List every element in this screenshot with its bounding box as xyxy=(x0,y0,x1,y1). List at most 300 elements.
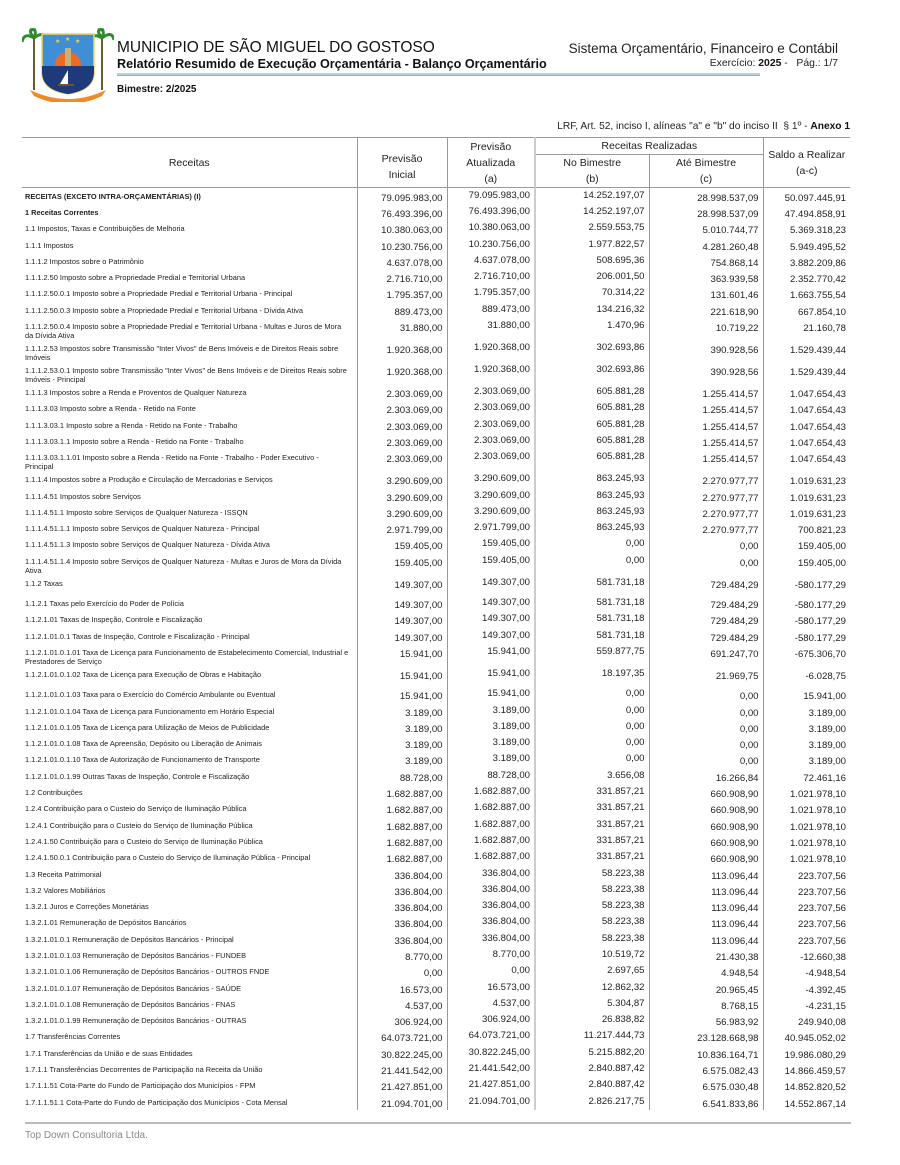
cell-receita-label: 1.2.4.1.50.0.1 Contribuição para o Custeio do Serviço de Iluminação Pública - Principal xyxy=(25,853,311,863)
cell-previsao-inicial: 159.405,00 xyxy=(357,553,447,575)
table-row xyxy=(22,520,850,536)
cell-ate-bimestre: 1.255.414,57 xyxy=(649,433,763,449)
cell-receita-label: 1.1.1.3 Impostos sobre a Renda e Proventos de Qualquer Natureza xyxy=(25,388,247,398)
cell-receita-label: 1.7.1.1.51 Cota-Parte do Fundo de Participação dos Municípios - FPM xyxy=(25,1081,256,1091)
exercicio-year: 2025 xyxy=(758,58,782,69)
exercicio-label: Exercício: xyxy=(709,58,759,69)
table-row xyxy=(22,882,850,898)
cell-previsao-atualizada: 15.941,00 xyxy=(447,644,535,666)
col-header-ate-bimestre: Até Bimestre (c) xyxy=(649,155,763,188)
cell-saldo: 223.707,56 xyxy=(763,914,850,930)
cell-receita-label: 1.1.1.4.51.1.3 Imposto sobre Serviços de Qualquer Natureza - Dívida Ativa xyxy=(25,540,270,550)
report-title: Relatório Resumido de Execução Orçamentária - Balanço Orçamentário xyxy=(117,57,547,71)
system-name: Sistema Orçamentário, Financeiro e Contábil xyxy=(568,41,838,56)
table-row xyxy=(22,536,850,552)
cell-saldo: 667.854,10 xyxy=(763,302,850,318)
cell-previsao-atualizada: 159.405,00 xyxy=(447,536,535,552)
cell-ate-bimestre: 113.096,44 xyxy=(649,866,763,882)
cell-previsao-inicial: 1.682.887,00 xyxy=(357,817,447,833)
cell-saldo: 3.189,00 xyxy=(763,719,850,735)
cell-ate-bimestre: 8.768,15 xyxy=(649,996,763,1012)
cell-receita-label: 1.2 Contribuições xyxy=(25,788,83,798)
table-row xyxy=(22,449,850,471)
cell-previsao-inicial: 88.728,00 xyxy=(357,768,447,784)
cell-previsao-inicial: 76.493.396,00 xyxy=(357,204,447,220)
cell-receita-label: 1.1.2.1.01.0.1.05 Taxa de Licença para Utilização de Meios de Publicidade xyxy=(25,722,270,732)
cell-previsao-inicial: 3.189,00 xyxy=(357,703,447,719)
cell-previsao-inicial: 159.405,00 xyxy=(357,536,447,552)
cell-saldo: 5.949.495,52 xyxy=(763,237,850,253)
cell-saldo: 249.940,08 xyxy=(763,1012,850,1028)
cell-ate-bimestre: 390.928,56 xyxy=(649,362,763,384)
cell-previsao-inicial: 64.073.721,00 xyxy=(357,1028,447,1044)
svg-text:★: ★ xyxy=(65,37,71,43)
cell-previsao-atualizada: 3.189,00 xyxy=(447,719,535,735)
cell-saldo: 1.047.654,43 xyxy=(763,384,850,400)
cell-receita-label: 1.3.2.1.01.0.1.03 Remuneração de Depósitos Bancários - FUNDEB xyxy=(25,950,247,960)
cell-previsao-inicial: 3.189,00 xyxy=(357,751,447,767)
cell-ate-bimestre: 5.010.744,77 xyxy=(649,220,763,236)
cell-previsao-inicial: 336.804,00 xyxy=(357,898,447,914)
table-row xyxy=(22,488,850,504)
cell-previsao-atualizada: 10.230.756,00 xyxy=(447,237,535,253)
cell-saldo: 21.160,78 xyxy=(763,318,850,340)
cell-previsao-inicial: 3.290.609,00 xyxy=(357,471,447,487)
table-row xyxy=(22,947,850,963)
svg-text:★: ★ xyxy=(75,39,81,45)
cell-no-bimestre: 581.731,18 xyxy=(535,611,649,627)
cell-previsao-inicial: 0,00 xyxy=(357,963,447,979)
cell-previsao-atualizada: 30.822.245,00 xyxy=(447,1045,535,1061)
table-row xyxy=(22,914,850,930)
cell-no-bimestre: 0,00 xyxy=(535,719,649,735)
cell-saldo: 1.529.439,44 xyxy=(763,362,850,384)
cell-ate-bimestre: 10.719,22 xyxy=(649,318,763,340)
cell-receita-label: 1.3.2.1 Juros e Correções Monetárias xyxy=(25,902,149,912)
cell-receita-label: 1.2.4 Contribuição para o Custeio do Serviço de Iluminação Pública xyxy=(25,804,247,814)
cell-previsao-atualizada: 306.924,00 xyxy=(447,1012,535,1028)
cell-receita-label: 1.1.1.2.50.0.4 Imposto sobre a Propriedade Predial e Territorial Urbana - Multas e Juros de Mora da Dívida Ativa xyxy=(25,322,342,341)
cell-previsao-atualizada: 336.804,00 xyxy=(447,866,535,882)
table-row xyxy=(22,735,850,751)
cell-no-bimestre: 331.857,21 xyxy=(535,849,649,865)
cell-previsao-inicial: 21.094.701,00 xyxy=(357,1094,447,1110)
cell-ate-bimestre: 4.281.260,48 xyxy=(649,237,763,253)
cell-no-bimestre: 58.223,38 xyxy=(535,866,649,882)
cell-no-bimestre: 58.223,38 xyxy=(535,898,649,914)
cell-no-bimestre: 605.881,28 xyxy=(535,384,649,400)
cell-receita-label: 1.1.1.3.03 Imposto sobre a Renda - Retido na Fonte xyxy=(25,404,196,414)
cell-previsao-atualizada: 1.682.887,00 xyxy=(447,817,535,833)
cell-ate-bimestre: 1.255.414,57 xyxy=(649,384,763,400)
table-row xyxy=(22,719,850,735)
cell-previsao-atualizada: 3.189,00 xyxy=(447,735,535,751)
cell-no-bimestre: 302.693,86 xyxy=(535,340,649,362)
table-row xyxy=(22,833,850,849)
cell-previsao-inicial: 3.189,00 xyxy=(357,719,447,735)
cell-no-bimestre: 58.223,38 xyxy=(535,914,649,930)
cell-receita-label: RECEITAS (EXCETO INTRA-ORÇAMENTÁRIAS) (I) xyxy=(25,192,201,201)
cell-receita-label: 1.1.2.1.01 Taxas de Inspeção, Controle e Fiscalização xyxy=(25,615,203,625)
cell-no-bimestre: 2.826.217,75 xyxy=(535,1094,649,1110)
cell-saldo: 223.707,56 xyxy=(763,882,850,898)
cell-saldo: 1.019.631,23 xyxy=(763,488,850,504)
cell-saldo: 1.047.654,43 xyxy=(763,400,850,416)
table-row xyxy=(22,504,850,520)
header-divider xyxy=(117,73,760,76)
cell-saldo: -4.948,54 xyxy=(763,963,850,979)
cell-saldo: 47.494.858,91 xyxy=(763,204,850,220)
cell-no-bimestre: 331.857,21 xyxy=(535,817,649,833)
cell-ate-bimestre: 21.430,38 xyxy=(649,947,763,963)
cell-previsao-atualizada: 21.427.851,00 xyxy=(447,1077,535,1093)
table-row xyxy=(22,340,850,362)
exercicio-separator: - xyxy=(781,58,797,69)
cell-previsao-inicial: 2.303.069,00 xyxy=(357,384,447,400)
cell-ate-bimestre: 0,00 xyxy=(649,686,763,702)
cell-no-bimestre: 0,00 xyxy=(535,536,649,552)
cell-ate-bimestre: 10.836.164,71 xyxy=(649,1045,763,1061)
cell-previsao-atualizada: 149.307,00 xyxy=(447,628,535,644)
cell-previsao-inicial: 15.941,00 xyxy=(357,686,447,702)
legal-reference-text: LRF, Art. 52, inciso I, alíneas "a" e "b" do inciso II § 1º - xyxy=(557,121,811,132)
cell-ate-bimestre: 131.601,46 xyxy=(649,285,763,301)
cell-previsao-atualizada: 1.920.368,00 xyxy=(447,340,535,362)
legal-reference xyxy=(557,121,850,132)
footer-company: Top Down Consultoria Ltda. xyxy=(25,1130,148,1141)
cell-previsao-atualizada: 64.073.721,00 xyxy=(447,1028,535,1044)
cell-ate-bimestre: 729.484,29 xyxy=(649,595,763,611)
cell-previsao-atualizada: 3.290.609,00 xyxy=(447,488,535,504)
cell-ate-bimestre: 729.484,29 xyxy=(649,628,763,644)
cell-receita-label: 1.1.1.2 Impostos sobre o Patrimônio xyxy=(25,256,144,266)
exercicio-page-info xyxy=(710,58,838,69)
cell-ate-bimestre: 660.908,90 xyxy=(649,784,763,800)
cell-previsao-inicial: 8.770,00 xyxy=(357,947,447,963)
table-row xyxy=(22,1028,850,1044)
cell-receita-label: 1.3.2.1.01.0.1.08 Remuneração de Depósitos Bancários - FNAS xyxy=(25,999,236,1009)
col-header-no-bimestre: No Bimestre (b) xyxy=(535,155,649,188)
cell-previsao-atualizada: 2.303.069,00 xyxy=(447,400,535,416)
table-row xyxy=(22,471,850,487)
cell-previsao-inicial: 21.441.542,00 xyxy=(357,1061,447,1077)
cell-receita-label: 1.1.2.1.01.0.1 Taxas de Inspeção, Controle e Fiscalização - Principal xyxy=(25,631,250,641)
cell-receita-label: 1.2.4.1 Contribuição para o Custeio do Serviço de Iluminação Pública xyxy=(25,820,253,830)
cell-no-bimestre: 0,00 xyxy=(535,751,649,767)
cell-no-bimestre: 605.881,28 xyxy=(535,433,649,449)
cell-receita-label: 1.1.1.4.51 Impostos sobre Serviços xyxy=(25,491,141,501)
cell-previsao-atualizada: 1.682.887,00 xyxy=(447,833,535,849)
cell-ate-bimestre: 16.266,84 xyxy=(649,768,763,784)
cell-receita-label: 1.1.1 Impostos xyxy=(25,240,74,250)
table-row xyxy=(22,1077,850,1093)
cell-previsao-atualizada: 1.795.357,00 xyxy=(447,285,535,301)
cell-saldo: -6.028,75 xyxy=(763,666,850,686)
table-row xyxy=(22,1061,850,1077)
cell-saldo: -675.306,70 xyxy=(763,644,850,666)
cell-saldo: 14.552.867,14 xyxy=(763,1094,850,1110)
cell-no-bimestre: 581.731,18 xyxy=(535,628,649,644)
table-row xyxy=(22,817,850,833)
cell-no-bimestre: 863.245,93 xyxy=(535,471,649,487)
cell-previsao-atualizada: 336.804,00 xyxy=(447,931,535,947)
cell-ate-bimestre: 0,00 xyxy=(649,751,763,767)
cell-receita-label: 1.1.2.1.01.0.1.03 Taxa para o Exercício do Comércio Ambulante ou Eventual xyxy=(25,690,276,700)
cell-receita-label: 1.1.1.2.53 Impostos sobre Transmissão "Inter Vivos" de Bens Imóveis e de Direitos Reais sobre Imóveis xyxy=(25,344,339,363)
cell-previsao-inicial: 336.804,00 xyxy=(357,931,447,947)
cell-previsao-inicial: 2.303.069,00 xyxy=(357,433,447,449)
cell-previsao-atualizada: 2.303.069,00 xyxy=(447,449,535,471)
cell-saldo: 72.461,16 xyxy=(763,768,850,784)
cell-ate-bimestre: 113.096,44 xyxy=(649,931,763,947)
cell-previsao-inicial: 2.303.069,00 xyxy=(357,417,447,433)
table-row xyxy=(22,253,850,269)
table-row xyxy=(22,703,850,719)
table-row xyxy=(22,553,850,575)
cell-saldo: -580.177,29 xyxy=(763,611,850,627)
cell-receita-label: 1.3 Receita Patrimonial xyxy=(25,869,102,879)
cell-ate-bimestre: 0,00 xyxy=(649,703,763,719)
cell-saldo: 159.405,00 xyxy=(763,536,850,552)
cell-previsao-inicial: 1.682.887,00 xyxy=(357,849,447,865)
table-row xyxy=(22,963,850,979)
cell-receita-label: 1.1.1.4.51.1.1 Imposto sobre Serviços de Qualquer Natureza - Principal xyxy=(25,524,260,534)
cell-receita-label: 1.3.2.1.01.0.1.07 Remuneração de Depósitos Bancários - SAÚDE xyxy=(25,983,242,993)
cell-receita-label: 1.1.1.2.50 Imposto sobre a Propriedade Predial e Territorial Urbana xyxy=(25,273,246,283)
cell-ate-bimestre: 4.948,54 xyxy=(649,963,763,979)
table-row xyxy=(22,980,850,996)
cell-ate-bimestre: 660.908,90 xyxy=(649,817,763,833)
cell-no-bimestre: 605.881,28 xyxy=(535,400,649,416)
cell-ate-bimestre: 113.096,44 xyxy=(649,882,763,898)
cell-ate-bimestre: 660.908,90 xyxy=(649,833,763,849)
cell-receita-label: 1.7.1.1.51.1 Cota-Parte do Fundo de Participação dos Municípios - Cota Mensal xyxy=(25,1097,288,1107)
cell-previsao-inicial: 149.307,00 xyxy=(357,628,447,644)
cell-previsao-inicial: 336.804,00 xyxy=(357,866,447,882)
cell-previsao-inicial: 3.290.609,00 xyxy=(357,488,447,504)
cell-previsao-atualizada: 1.682.887,00 xyxy=(447,784,535,800)
table-row xyxy=(22,1045,850,1061)
cell-saldo: -4.231,15 xyxy=(763,996,850,1012)
cell-previsao-atualizada: 149.307,00 xyxy=(447,595,535,611)
cell-saldo: 3.189,00 xyxy=(763,703,850,719)
cell-no-bimestre: 0,00 xyxy=(535,703,649,719)
cell-ate-bimestre: 2.270.977,77 xyxy=(649,504,763,520)
table-row xyxy=(22,1012,850,1028)
table-row xyxy=(22,1094,850,1110)
cell-saldo: 223.707,56 xyxy=(763,866,850,882)
cell-saldo: 223.707,56 xyxy=(763,898,850,914)
cell-no-bimestre: 134.216,32 xyxy=(535,302,649,318)
cell-saldo: 15.941,00 xyxy=(763,686,850,702)
table-row xyxy=(22,384,850,400)
cell-ate-bimestre: 1.255.414,57 xyxy=(649,400,763,416)
table-row xyxy=(22,686,850,702)
cell-no-bimestre: 2.697,65 xyxy=(535,963,649,979)
cell-previsao-atualizada: 31.880,00 xyxy=(447,318,535,340)
table-row xyxy=(22,996,850,1012)
table-row xyxy=(22,666,850,686)
cell-no-bimestre: 5.215.882,20 xyxy=(535,1045,649,1061)
table-row xyxy=(22,400,850,416)
cell-ate-bimestre: 6.575.082,43 xyxy=(649,1061,763,1077)
table-row xyxy=(22,269,850,285)
cell-ate-bimestre: 23.128.668,98 xyxy=(649,1028,763,1044)
cell-no-bimestre: 1.977.822,57 xyxy=(535,237,649,253)
cell-previsao-atualizada: 76.493.396,00 xyxy=(447,204,535,220)
cell-previsao-inicial: 4.637.078,00 xyxy=(357,253,447,269)
cell-previsao-inicial: 10.380.063,00 xyxy=(357,220,447,236)
cell-no-bimestre: 2.559.553,75 xyxy=(535,220,649,236)
cell-saldo: 1.529.439,44 xyxy=(763,340,850,362)
cell-saldo: 1.663.755,54 xyxy=(763,285,850,301)
cell-previsao-inicial: 1.682.887,00 xyxy=(357,784,447,800)
cell-saldo: 159.405,00 xyxy=(763,553,850,575)
cell-previsao-atualizada: 3.290.609,00 xyxy=(447,504,535,520)
col-header-previsao-atualizada: Previsão Atualizada (a) xyxy=(447,138,535,188)
table-row xyxy=(22,784,850,800)
cell-previsao-atualizada: 2.303.069,00 xyxy=(447,417,535,433)
cell-receita-label: 1.7.1.1 Transferências Decorrentes de Participação na Receita da União xyxy=(25,1065,263,1075)
cell-ate-bimestre: 363.939,58 xyxy=(649,269,763,285)
cell-no-bimestre: 2.840.887,42 xyxy=(535,1077,649,1093)
cell-no-bimestre: 0,00 xyxy=(535,735,649,751)
cell-no-bimestre: 206.001,50 xyxy=(535,269,649,285)
cell-ate-bimestre: 660.908,90 xyxy=(649,800,763,816)
cell-ate-bimestre: 754.868,14 xyxy=(649,253,763,269)
cell-receita-label: 1.3.2.1.01.0.1.06 Remuneração de Depósitos Bancários - OUTROS FNDE xyxy=(25,967,270,977)
cell-receita-label: 1.1.2.1.01.0.1.02 Taxa de Licença para Execução de Obras e Habitação xyxy=(25,669,262,679)
table-row xyxy=(22,898,850,914)
cell-no-bimestre: 863.245,93 xyxy=(535,488,649,504)
cell-previsao-atualizada: 159.405,00 xyxy=(447,553,535,575)
cell-saldo: 700.821,23 xyxy=(763,520,850,536)
cell-previsao-atualizada: 3.290.609,00 xyxy=(447,471,535,487)
cell-ate-bimestre: 113.096,44 xyxy=(649,898,763,914)
cell-previsao-atualizada: 336.804,00 xyxy=(447,914,535,930)
budget-balance-table xyxy=(22,137,850,1110)
cell-previsao-inicial: 1.682.887,00 xyxy=(357,800,447,816)
table-row xyxy=(22,595,850,611)
col-header-previsao-inicial: Previsão Inicial xyxy=(357,138,447,188)
cell-previsao-inicial: 149.307,00 xyxy=(357,611,447,627)
cell-saldo: 1.021.978,10 xyxy=(763,817,850,833)
cell-no-bimestre: 70.314,22 xyxy=(535,285,649,301)
cell-no-bimestre: 605.881,28 xyxy=(535,449,649,471)
cell-previsao-atualizada: 88.728,00 xyxy=(447,768,535,784)
cell-previsao-atualizada: 2.716.710,00 xyxy=(447,269,535,285)
cell-no-bimestre: 581.731,18 xyxy=(535,595,649,611)
cell-previsao-atualizada: 1.920.368,00 xyxy=(447,362,535,384)
cell-previsao-inicial: 306.924,00 xyxy=(357,1012,447,1028)
cell-saldo: 1.021.978,10 xyxy=(763,849,850,865)
cell-receita-label: 1.1.2.1.01.0.1.04 Taxa de Licença para Funcionamento em Horário Especial xyxy=(25,706,275,716)
cell-previsao-atualizada: 4.537,00 xyxy=(447,996,535,1012)
cell-receita-label: 1.1.1.4.51.1.4 Imposto sobre Serviços de Qualquer Natureza - Multas e Juros de Mora da Dívida Ativa xyxy=(25,556,342,575)
municipal-coat-of-arms-icon xyxy=(22,28,114,102)
cell-ate-bimestre: 0,00 xyxy=(649,719,763,735)
cell-saldo: -580.177,29 xyxy=(763,575,850,595)
municipality-name: MUNICIPIO DE SÃO MIGUEL DO GOSTOSO xyxy=(117,39,435,56)
cell-no-bimestre: 331.857,21 xyxy=(535,784,649,800)
cell-ate-bimestre: 729.484,29 xyxy=(649,575,763,595)
cell-previsao-inicial: 2.303.069,00 xyxy=(357,449,447,471)
annex-label: Anexo 1 xyxy=(810,121,850,132)
cell-ate-bimestre: 28.998.537,09 xyxy=(649,188,763,205)
bimestre-label: Bimestre: 2/2025 xyxy=(117,84,197,95)
table-row xyxy=(22,628,850,644)
page-number: Pág.: 1/7 xyxy=(796,58,838,69)
table-row xyxy=(22,931,850,947)
cell-previsao-atualizada: 2.303.069,00 xyxy=(447,433,535,449)
table-row xyxy=(22,318,850,340)
cell-previsao-atualizada: 16.573,00 xyxy=(447,980,535,996)
cell-saldo: 50.097.445,91 xyxy=(763,188,850,205)
cell-previsao-atualizada: 79.095.983,00 xyxy=(447,188,535,205)
cell-receita-label: 1.1.1.2.50.0.3 Imposto sobre a Propriedade Predial e Territorial Urbana - Dívida Ativa xyxy=(25,305,303,315)
cell-no-bimestre: 2.840.887,42 xyxy=(535,1061,649,1077)
cell-previsao-inicial: 30.822.245,00 xyxy=(357,1045,447,1061)
cell-previsao-atualizada: 336.804,00 xyxy=(447,898,535,914)
cell-receita-label: 1.1.2 Taxas xyxy=(25,578,63,588)
cell-no-bimestre: 1.470,96 xyxy=(535,318,649,340)
cell-previsao-atualizada: 2.303.069,00 xyxy=(447,384,535,400)
cell-previsao-atualizada: 15.941,00 xyxy=(447,666,535,686)
cell-previsao-inicial: 16.573,00 xyxy=(357,980,447,996)
cell-previsao-atualizada: 3.189,00 xyxy=(447,751,535,767)
table-row xyxy=(22,751,850,767)
cell-previsao-inicial: 31.880,00 xyxy=(357,318,447,340)
cell-no-bimestre: 605.881,28 xyxy=(535,417,649,433)
cell-saldo: 2.352.770,42 xyxy=(763,269,850,285)
cell-ate-bimestre: 2.270.977,77 xyxy=(649,488,763,504)
cell-previsao-inicial: 4.537,00 xyxy=(357,996,447,1012)
table-row xyxy=(22,575,850,595)
cell-previsao-inicial: 1.682.887,00 xyxy=(357,833,447,849)
cell-no-bimestre: 581.731,18 xyxy=(535,575,649,595)
table-row xyxy=(22,220,850,236)
cell-previsao-inicial: 2.716.710,00 xyxy=(357,269,447,285)
cell-no-bimestre: 10.519,72 xyxy=(535,947,649,963)
cell-previsao-atualizada: 1.682.887,00 xyxy=(447,849,535,865)
cell-ate-bimestre: 1.255.414,57 xyxy=(649,449,763,471)
cell-previsao-atualizada: 336.804,00 xyxy=(447,882,535,898)
cell-saldo: 1.021.978,10 xyxy=(763,833,850,849)
cell-no-bimestre: 5.304,87 xyxy=(535,996,649,1012)
cell-previsao-atualizada: 21.441.542,00 xyxy=(447,1061,535,1077)
svg-text:★: ★ xyxy=(55,39,61,45)
cell-ate-bimestre: 0,00 xyxy=(649,536,763,552)
cell-receita-label: 1.2.4.1.50 Contribuição para o Custeio do Serviço de Iluminação Pública xyxy=(25,836,263,846)
cell-receita-label: 1.1.1.4.51.1 Imposto sobre Serviços de Qualquer Natureza - ISSQN xyxy=(25,507,248,517)
cell-previsao-inicial: 21.427.851,00 xyxy=(357,1077,447,1093)
cell-ate-bimestre: 691.247,70 xyxy=(649,644,763,666)
cell-no-bimestre: 58.223,38 xyxy=(535,931,649,947)
cell-no-bimestre: 863.245,93 xyxy=(535,520,649,536)
cell-ate-bimestre: 6.575.030,48 xyxy=(649,1077,763,1093)
table-row xyxy=(22,188,850,205)
cell-receita-label: 1.7 Transferências Correntes xyxy=(25,1032,121,1042)
cell-previsao-atualizada: 3.189,00 xyxy=(447,703,535,719)
cell-no-bimestre: 331.857,21 xyxy=(535,800,649,816)
cell-previsao-inicial: 2.971.799,00 xyxy=(357,520,447,536)
cell-ate-bimestre: 21.969,75 xyxy=(649,666,763,686)
cell-previsao-inicial: 15.941,00 xyxy=(357,666,447,686)
cell-no-bimestre: 863.245,93 xyxy=(535,504,649,520)
cell-ate-bimestre: 56.983,92 xyxy=(649,1012,763,1028)
cell-saldo: -580.177,29 xyxy=(763,628,850,644)
cell-saldo: -4.392,45 xyxy=(763,980,850,996)
